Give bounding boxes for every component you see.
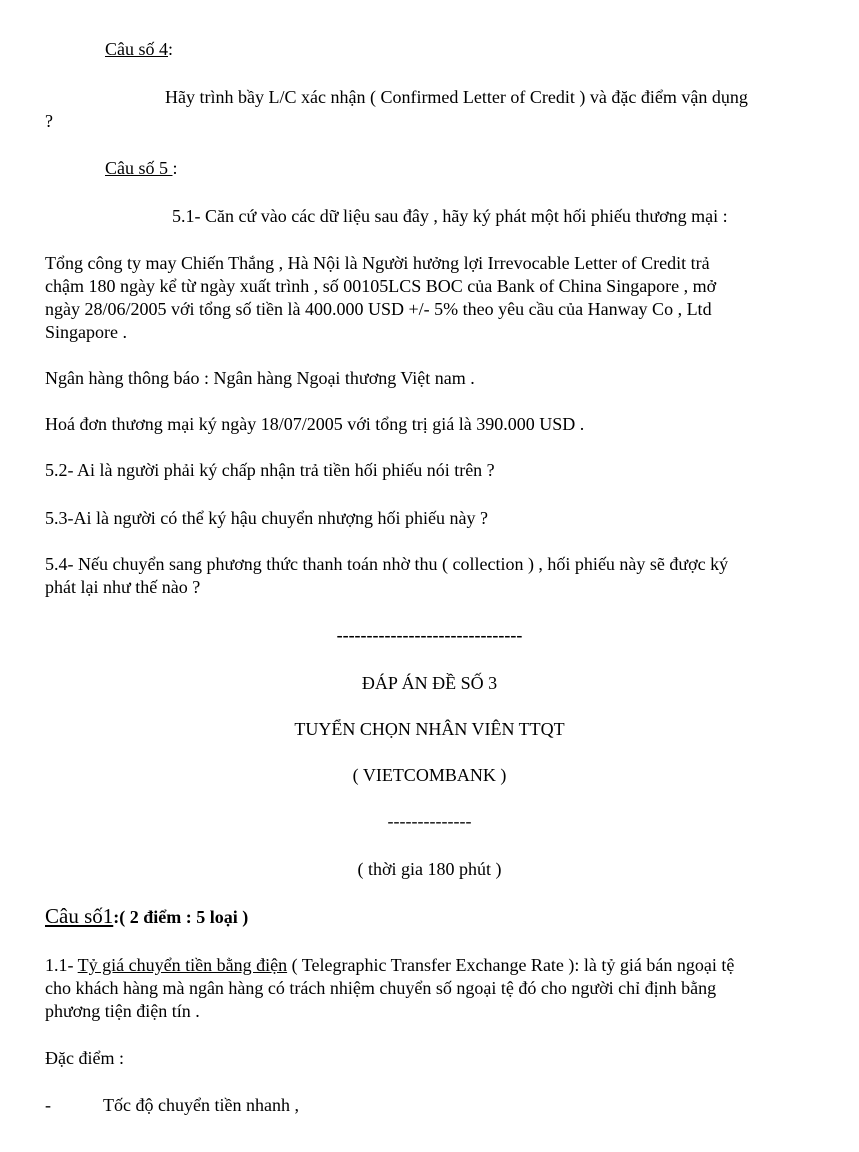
- separator-short: --------------: [387, 811, 472, 831]
- q4-heading-text: Câu số 4: [105, 39, 168, 59]
- q5-item-5-3: 5.3-Ai là người có thể ký hậu chuyển nhượng hối phiếu này ?: [45, 508, 488, 528]
- answer-subtitle: TUYỂN CHỌN NHÂN VIÊN TTQT: [294, 719, 565, 739]
- q4-heading-colon: :: [168, 39, 174, 59]
- answer-q1-item-line3: phương tiện điện tín .: [45, 1001, 200, 1021]
- answer-q1-heading-points: :( 2 điểm : 5 loại ): [113, 907, 249, 927]
- answer-time: ( thời gia 180 phút ): [357, 859, 502, 879]
- answer-bank: ( VIETCOMBANK ): [352, 765, 507, 785]
- q5-advising-bank: Ngân hàng thông báo : Ngân hàng Ngoại thương Việt nam .: [45, 368, 475, 388]
- answer-q1-heading: [45, 905, 248, 928]
- bullet-marker: -: [45, 1095, 51, 1115]
- q4-text-line1: Hãy trình bầy L/C xác nhận ( Confirmed Letter of Credit ) và đặc điểm vận dụng: [165, 87, 748, 107]
- q5-para-line: ngày 28/06/2005 với tổng số tiền là 400.000 USD +/- 5% theo yêu cầu của Hanway Co , Ltd: [45, 299, 712, 319]
- answer-q1-item-rest: ( Telegraphic Transfer Exchange Rate ): là tỷ giá bán ngoại tệ: [287, 955, 735, 975]
- separator-long: -------------------------------: [336, 625, 523, 645]
- q5-heading-text: Câu số 5: [105, 158, 173, 178]
- answer-q1-item-line1: [45, 954, 734, 976]
- bullet-text: Tốc độ chuyển tiền nhanh ,: [103, 1095, 299, 1115]
- q5-heading-colon: :: [172, 158, 178, 178]
- q5-para-line: Tổng công ty may Chiến Thắng , Hà Nội là Người hưởng lợi Irrevocable Letter of Credit trả: [45, 253, 710, 273]
- answer-q1-item-line2: cho khách hàng mà ngân hàng có trách nhiệm chuyển số ngoại tệ đó cho người chỉ định bằng: [45, 978, 717, 998]
- q5-para-line: Singapore .: [45, 322, 127, 342]
- answer-q1-features-label: Đặc điểm :: [45, 1048, 124, 1068]
- q5-item-5-1: 5.1- Căn cứ vào các dữ liệu sau đây , hãy ký phát một hối phiếu thương mại :: [172, 206, 728, 226]
- q5-para-line: chậm 180 ngày kể từ ngày xuất trình , số 00105LCS BOC của Bank of China Singapore , mở: [45, 276, 717, 296]
- answer-q1-heading-text: Câu số1: [45, 904, 114, 928]
- answer-q1-item-term: Tỷ giá chuyển tiền bằng điện: [77, 955, 288, 975]
- q5-heading: [105, 157, 178, 179]
- q5-invoice: Hoá đơn thương mại ký ngày 18/07/2005 với tổng trị giá là 390.000 USD .: [45, 414, 585, 434]
- q4-text-line2: ?: [45, 111, 53, 131]
- q5-item-5-4-line1: 5.4- Nếu chuyển sang phương thức thanh toán nhờ thu ( collection ) , hối phiếu này sẽ được ký: [45, 554, 729, 574]
- answer-q1-item-number: 1.1-: [45, 955, 78, 975]
- q5-item-5-2: 5.2- Ai là người phải ký chấp nhận trả tiền hối phiếu nói trên ?: [45, 460, 495, 480]
- answer-title: ĐÁP ÁN ĐỀ SỐ 3: [361, 673, 498, 693]
- q4-heading: [105, 38, 173, 60]
- q5-item-5-4-line2: phát lại như thế nào ?: [45, 577, 201, 597]
